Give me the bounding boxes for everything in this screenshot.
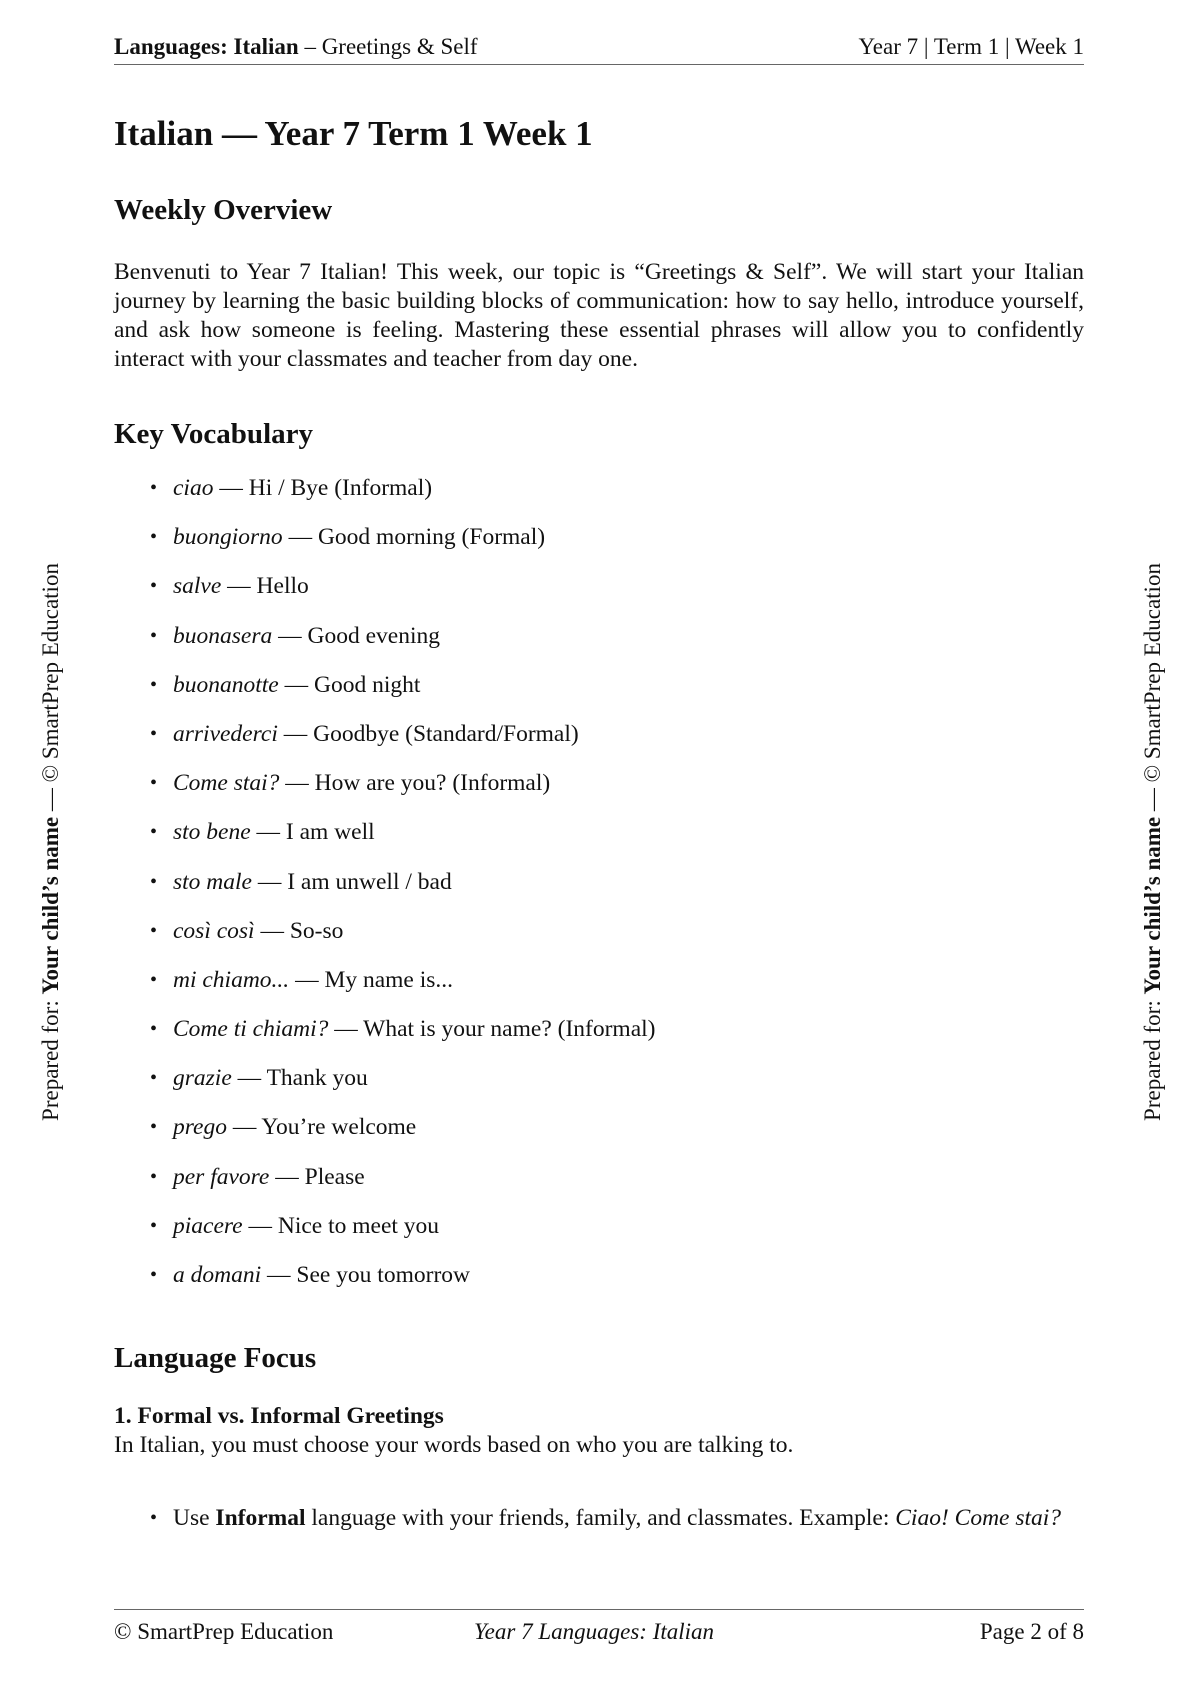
vocab-meaning: — Good night	[278, 671, 421, 698]
bullet-icon: •	[150, 673, 158, 696]
vocab-term: Come ti chiami?	[173, 1016, 329, 1043]
side-suffix: — © SmartPrep Education	[1140, 563, 1165, 817]
vocab-item	[114, 720, 1084, 769]
vocab-term: mi chiamo...	[173, 966, 290, 993]
side-suffix: — © SmartPrep Education	[38, 563, 63, 817]
header-subject	[114, 30, 478, 64]
vocab-item	[114, 769, 1084, 818]
vocab-meaning: — My name is...	[289, 966, 454, 993]
main-content	[114, 105, 1084, 1533]
side-prefix: Prepared for:	[38, 994, 63, 1121]
focus-bullet-bold: Informal	[215, 1505, 306, 1532]
vocab-meaning: — You’re welcome	[226, 1114, 417, 1141]
focus-bullet-pre: Use	[173, 1505, 216, 1532]
focus-bullet	[114, 1504, 1084, 1533]
bullet-icon: •	[150, 1067, 158, 1090]
header-course-info: Year 7 | Term 1 | Week 1	[858, 34, 1084, 59]
vocab-item	[114, 966, 1084, 1015]
bullet-icon: •	[150, 575, 158, 598]
vocab-meaning: — Hi / Bye (Informal)	[213, 475, 433, 501]
side-watermark-right	[1140, 563, 1166, 1121]
focus-subheading: 1. Formal vs. Informal Greetings	[114, 1403, 444, 1430]
focus-heading: Language Focus	[114, 1342, 317, 1375]
vocab-term: arrivederci	[173, 720, 278, 747]
vocab-meaning: — Good evening	[272, 622, 440, 649]
vocab-term: ciao	[173, 475, 214, 501]
footer-copyright: © SmartPrep Education	[114, 1619, 334, 1644]
vocab-item	[114, 1163, 1084, 1212]
vocab-item	[114, 523, 1084, 572]
vocab-item	[114, 622, 1084, 671]
vocab-meaning: — Good morning (Formal)	[282, 524, 546, 551]
vocab-meaning: — Please	[269, 1163, 365, 1190]
vocab-meaning: — Goodbye (Standard/Formal)	[277, 720, 579, 747]
vocab-list	[114, 474, 1084, 1310]
bullet-icon: •	[150, 1165, 158, 1188]
running-footer	[114, 1609, 1084, 1644]
vocab-item	[114, 1015, 1084, 1064]
running-header	[114, 30, 1084, 65]
vocab-meaning: — How are you? (Informal)	[279, 770, 551, 797]
bullet-icon: •	[150, 1214, 158, 1237]
vocab-item	[114, 1261, 1084, 1310]
vocab-item	[114, 917, 1084, 966]
bullet-icon: •	[150, 821, 158, 844]
vocab-meaning: — Hello	[221, 573, 309, 600]
vocab-meaning: — So-so	[254, 917, 344, 944]
bullet-icon: •	[150, 526, 158, 549]
vocab-item	[114, 868, 1084, 917]
vocab-item	[114, 1212, 1084, 1261]
side-name: Your child’s name	[1140, 816, 1165, 995]
page-title: Italian — Year 7 Term 1 Week 1	[114, 114, 593, 153]
side-name: Your child’s name	[38, 816, 63, 995]
vocab-term: sto bene	[173, 819, 251, 846]
header-subject-rest: – Greetings & Self	[298, 34, 478, 59]
footer-page-number: Page 2 of 8	[979, 1619, 1084, 1644]
vocab-meaning: — I am well	[250, 819, 375, 846]
vocab-item	[114, 474, 1084, 523]
side-prefix: Prepared for:	[1140, 994, 1165, 1121]
vocab-meaning: — What is your name? (Informal)	[328, 1016, 656, 1043]
bullet-icon: •	[150, 968, 158, 991]
vocab-term: a domani	[173, 1262, 262, 1288]
overview-text: Benvenuti to Year 7 Italian! This week, our topic is “Greetings & Self”. We will start your Italian journey by learning the basic building blocks of communication: how to say hello, introduce yourself, and ask how someone is feeling. Mastering these essential phrases will allow you to confidently interact with your classmates and teacher from day one.	[114, 259, 1084, 372]
focus-bullet-list	[114, 1504, 1084, 1533]
vocab-meaning: — Nice to meet you	[242, 1212, 440, 1239]
header-subject-bold: Languages: Italian	[114, 34, 299, 59]
vocab-term: per favore	[173, 1163, 270, 1190]
vocab-term: così così	[173, 917, 255, 944]
vocab-item	[114, 1113, 1084, 1162]
bullet-icon: •	[150, 772, 158, 795]
vocab-meaning: — Thank you	[231, 1065, 368, 1092]
vocab-term: Come stai?	[173, 770, 280, 797]
vocab-meaning: — See you tomorrow	[261, 1262, 470, 1288]
focus-bullet-post: language with your friends, family, and classmates. Example:	[305, 1505, 896, 1532]
vocab-term: buonasera	[173, 622, 273, 649]
bullet-icon: •	[150, 1507, 158, 1530]
overview-heading: Weekly Overview	[114, 194, 333, 226]
vocab-item	[114, 1064, 1084, 1113]
bullet-icon: •	[150, 919, 158, 942]
vocab-meaning: — I am unwell / bad	[251, 868, 452, 895]
bullet-icon: •	[150, 722, 158, 745]
vocab-heading: Key Vocabulary	[114, 418, 313, 450]
side-watermark-left	[38, 563, 64, 1121]
vocab-term: piacere	[173, 1212, 243, 1239]
vocab-term: salve	[173, 573, 222, 600]
bullet-icon: •	[150, 624, 158, 647]
vocab-item	[114, 671, 1084, 720]
bullet-icon: •	[150, 870, 158, 893]
vocab-term: buonanotte	[173, 671, 279, 698]
vocab-term: prego	[173, 1114, 227, 1141]
footer-course: Year 7 Languages: Italian	[474, 1619, 715, 1644]
focus-text: In Italian, you must choose your words based on who you are talking to.	[114, 1432, 794, 1459]
vocab-item	[114, 572, 1084, 621]
bullet-icon: •	[150, 1116, 158, 1139]
bullet-icon: •	[150, 477, 158, 499]
vocab-term: buongiorno	[173, 524, 283, 551]
vocab-term: grazie	[173, 1065, 232, 1092]
bullet-icon: •	[150, 1018, 158, 1041]
vocab-term: sto male	[173, 868, 252, 895]
bullet-icon: •	[150, 1264, 158, 1286]
focus-bullet-example: Ciao! Come stai?	[895, 1505, 1062, 1532]
vocab-item	[114, 818, 1084, 867]
